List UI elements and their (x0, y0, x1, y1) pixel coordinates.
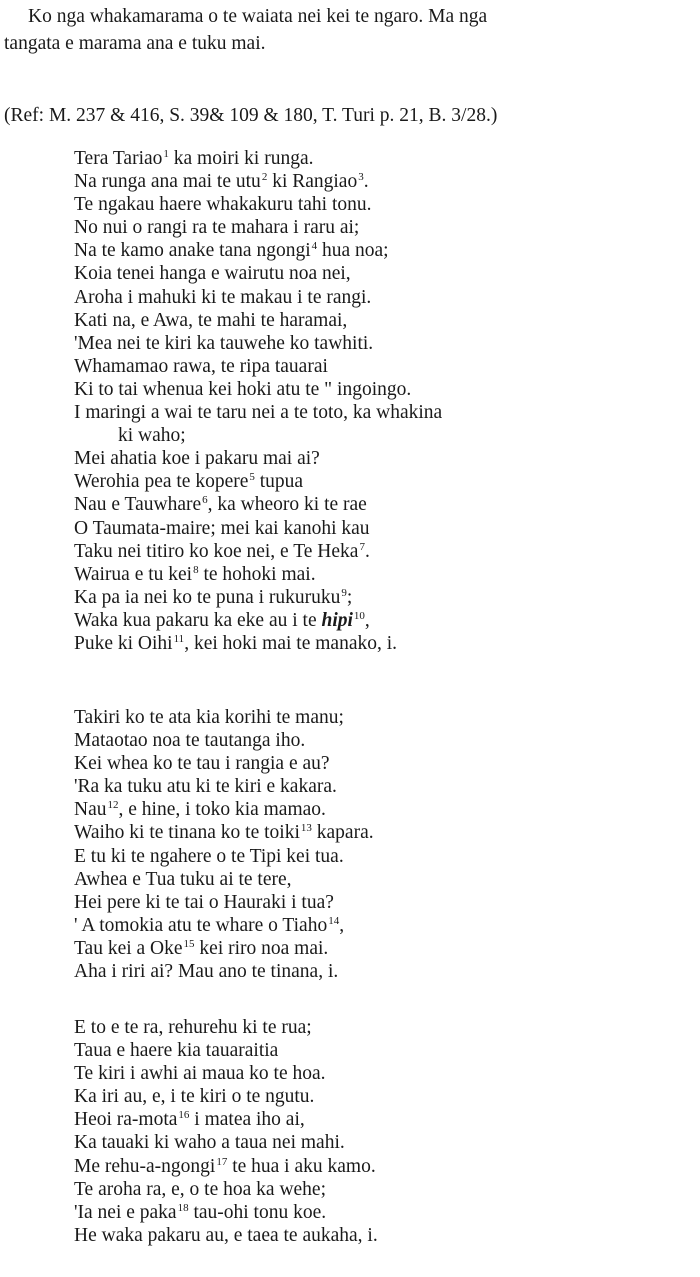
poem-line (74, 1131, 378, 1154)
line-text: kapara. (311, 822, 374, 844)
poem-line (74, 1062, 378, 1085)
line-text: hua noa; (317, 240, 389, 262)
footnote-ref: 7 (359, 540, 365, 553)
line-text: Nau (74, 799, 107, 821)
footnote-ref: 2 (261, 171, 268, 184)
footnote-ref: 17 (216, 1155, 228, 1168)
line-text: ' A tomokia atu te whare o Tiaho (74, 914, 328, 936)
poem-line (74, 309, 442, 332)
line-text: Awhea e Tua tuku ai te tere, (74, 868, 292, 890)
line-text: , kei hoki mai te manako, i. (184, 632, 398, 654)
poem-line (74, 1201, 378, 1224)
poem-line (74, 1108, 378, 1131)
line-text: Aroha i mahuki ki te makau i te rangi. (74, 286, 372, 308)
line-text: Waka kua pakaru ka eke au i te (74, 609, 322, 631)
line-text: , (364, 609, 370, 631)
poem-line (74, 729, 374, 752)
line-text: Waiho ki te tinana ko te toiki (74, 822, 300, 844)
line-text: kei riro noa mai. (194, 937, 329, 959)
footnote-ref: 9 (341, 586, 347, 599)
stanza-2 (74, 706, 374, 983)
footnote-ref: 6 (202, 494, 208, 507)
poem-line (74, 1224, 378, 1247)
italic-word: hipi (321, 609, 353, 631)
poem-line (74, 937, 374, 960)
poem-line (74, 401, 442, 424)
line-text: tupua (254, 471, 304, 493)
line-text: He waka pakaru au, e taea te aukaha, i. (74, 1224, 378, 1246)
stanza-1 (74, 147, 442, 655)
line-text: . (363, 171, 369, 193)
line-text: Taku nei titiro ko koe nei, e Te Heka (74, 540, 359, 562)
poem-line (74, 821, 374, 844)
footnote-ref: 1 (163, 148, 169, 160)
footnote-ref: 5 (249, 471, 255, 484)
line-text: Puke ki Oihi (74, 632, 173, 654)
line-text: Nau e Tauwhare (74, 494, 202, 516)
line-text: Na runga ana mai te utu (74, 171, 261, 193)
poem-line (74, 868, 374, 891)
line-text: Heoi ra-mota (74, 1109, 178, 1131)
footnote-ref: 14 (328, 914, 340, 927)
footnote-ref: 12 (107, 799, 119, 812)
line-text: ki waho; (118, 425, 186, 447)
poem-line (74, 493, 442, 516)
poem-line (74, 540, 442, 563)
reference-line: (Ref: M. 237 & 416, S. 39& 109 & 180, T. Turi p. 21, B. 3/28.) (4, 105, 498, 126)
line-text: Tau kei a Oke (74, 937, 183, 959)
line-text: , (339, 914, 345, 936)
line-text: Wairua e tu kei (74, 563, 193, 585)
poem-line (74, 632, 442, 655)
line-text: Mataotao noa te tautanga iho. (74, 730, 306, 752)
poem-line (74, 517, 442, 540)
line-text: 'Ia nei e paka (74, 1201, 177, 1223)
poem-line (74, 216, 442, 239)
line-text: Kati na, e Awa, te mahi te haramai, (74, 309, 348, 331)
line-text: Ka iri au, e, i te kiri o te ngutu. (74, 1086, 315, 1108)
footnote-ref: 18 (177, 1201, 189, 1214)
poem-line (74, 332, 442, 355)
poem-line (74, 262, 442, 285)
poem-line (74, 891, 374, 914)
line-text: I maringi a wai te taru nei a te toto, ka whakina (74, 402, 443, 424)
line-text: Ka tauaki ki waho a taua nei mahi. (74, 1132, 345, 1154)
line-text: Hei pere ki te tai o Hauraki i tua? (74, 891, 334, 913)
line-text: Na te kamo anake tana ngongi (74, 240, 311, 262)
line-text: E to e te ra, rehurehu ki te rua; (74, 1017, 312, 1038)
line-text: Whamamao rawa, te ripa tauarai (74, 355, 328, 377)
poem-line (74, 447, 442, 470)
poem-line (74, 914, 374, 937)
poem-line (74, 1039, 378, 1062)
line-text: Te kiri i awhi ai maua ko te hoa. (74, 1063, 326, 1085)
poem-line (74, 170, 442, 193)
poem-line (74, 1178, 378, 1201)
footnote-ref: 8 (193, 563, 199, 576)
line-text: . (364, 540, 370, 562)
poem-line (74, 609, 442, 632)
poem-line (74, 147, 442, 170)
footnote-ref: 16 (178, 1109, 190, 1122)
poem-line (74, 239, 442, 262)
poem-line (74, 193, 442, 216)
poem-line (74, 1085, 378, 1108)
intro-line: Ko nga whakamarama o te waiata nei kei te ngaro. Ma nga (28, 6, 488, 27)
line-text: Koia tenei hanga e wairutu noa nei, (74, 263, 351, 285)
intro-line: tangata e marama ana e tuku mai. (4, 33, 266, 54)
footnote-ref: 13 (300, 822, 312, 835)
poem-line (74, 1155, 378, 1178)
intro-paragraph (4, 3, 700, 57)
poem-line (74, 286, 442, 309)
line-text: te hohoki mai. (198, 563, 316, 585)
line-text: , ka wheoro ki te rae (207, 494, 367, 516)
poem-line (74, 706, 374, 729)
line-text: Te aroha ra, e, o te hoa ka wehe; (74, 1178, 327, 1200)
line-text: Taua e haere kia tauaraitia (74, 1040, 279, 1062)
line-text: ka moiri ki runga. (168, 148, 314, 169)
line-text: E tu ki te ngahere o te Tipi kei tua. (74, 845, 344, 867)
line-text: Takiri ko te ata kia korihi te manu; (74, 707, 344, 728)
poem-line (74, 798, 374, 821)
line-text: , e hine, i toko kia mamao. (118, 799, 326, 821)
line-text: Kei whea ko te tau i rangia e au? (74, 753, 330, 775)
poem-line (74, 775, 374, 798)
line-text: Te ngakau haere whakakuru tahi tonu. (74, 194, 372, 216)
line-text: Tera Tariao (74, 148, 163, 169)
line-text: Ki to tai whenua kei hoki atu te " ingoingo. (74, 378, 412, 400)
line-text: tau-ohi tonu koe. (188, 1201, 327, 1223)
poem-line (74, 1016, 378, 1039)
footnote-ref: 15 (183, 937, 195, 950)
line-text: Werohia pea te kopere (74, 471, 249, 493)
poem-line (74, 586, 442, 609)
line-text: 'Ra ka tuku atu ki te kiri e kakara. (74, 776, 337, 798)
line-text: No nui o rangi ra te mahara i raru ai; (74, 217, 360, 239)
footnote-ref: 10 (353, 609, 365, 622)
line-text: te hua i aku kamo. (227, 1155, 376, 1177)
line-text: i matea iho ai, (189, 1109, 305, 1131)
poem-line (74, 752, 374, 775)
line-text: O Taumata-maire; mei kai kanohi kau (74, 517, 370, 539)
footnote-ref: 11 (173, 632, 185, 645)
poem-line (74, 355, 442, 378)
poem-line (74, 378, 442, 401)
poem-line (74, 960, 374, 983)
footnote-ref: 3 (358, 171, 364, 184)
line-text: Me rehu-a-ngongi (74, 1155, 216, 1177)
poem-line (74, 470, 442, 493)
line-text: Aha i riri ai? Mau ano te tinana, i. (74, 961, 339, 983)
line-text: ki Rangiao (267, 171, 358, 193)
line-text: Ka pa ia nei ko te puna i rukuruku (74, 586, 341, 608)
line-text: ; (346, 586, 353, 608)
poem-line (74, 563, 442, 586)
line-text: Mei ahatia koe i pakaru mai ai? (74, 448, 320, 470)
footnote-ref: 4 (311, 240, 318, 253)
poem-line (74, 845, 374, 868)
poem-line (74, 424, 442, 447)
stanza-3 (74, 1016, 378, 1247)
line-text: 'Mea nei te kiri ka tauwehe ko tawhiti. (74, 332, 374, 354)
